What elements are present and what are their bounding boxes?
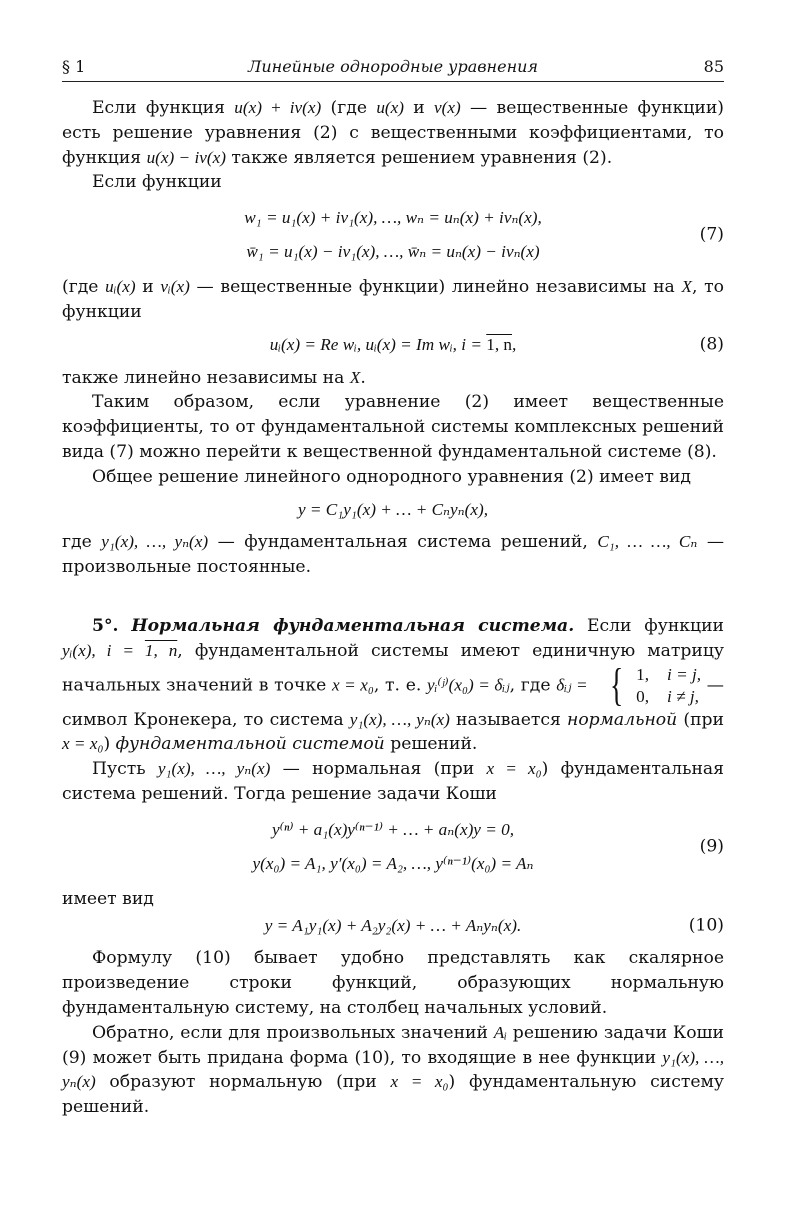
equation-9-line-2: y(x₀) = A₁, y′(x₀) = A₂, …, y⁽ⁿ⁻¹⁾(x₀) = Aₙ — [252, 853, 534, 873]
section-5-heading: Нормальная фундаментальная система. — [131, 615, 575, 636]
paragraph-converse: Обратно, если для произвольных значений Aᵢ решению задачи Коши (9) может быть придана форма (10), то входящие в нее функции y₁(x), …, yₙ(x) образуют нормальную (при x = x₀) фундаментальную систему решений. — [62, 1022, 724, 1118]
equation-9-line-1: y⁽ⁿ⁾ + a₁(x)y⁽ⁿ⁻¹⁾ + … + aₙ(x)y = 0, — [271, 819, 515, 839]
equation-8-body: uᵢ(x) = Re wᵢ, uᵢ(x) = Im wᵢ, i = — [269, 334, 487, 354]
paragraph-general-solution: Общее решение линейного однородного уравнения (2) имеет вид — [92, 466, 692, 487]
equation-7-line-1: w₁ = u₁(x) + iv₁(x), …, wₙ = uₙ(x) + ivₙ(x), — [244, 208, 542, 228]
paragraph-real-coefficients: Таким образом, если уравнение (2) имеет вещественные коэффициенты, то от фундаментальной системы комплексных решений вида (7) можно перейти к вещественной фундаментальной системе (8). — [62, 392, 724, 462]
paragraph-cauchy-problem: Пусть y₁(x), …, yₙ(x) — нормальная (при x = x₀) фундаментальная система решений. Тогда решение задачи Коши — [62, 759, 724, 804]
equation-10: y = A₁y₁(x) + A₂y₂(x) + … + Aₙyₙ(x). (10) — [62, 914, 724, 939]
equation-8-range: 1, n — [486, 334, 513, 354]
paragraph-conjugate-solution: Если функция u(x) + iv(x) (где u(x) и v(x) — вещественные функции) есть решение уравнения (2) с вещественными коэффициентами, то функция u(x) − iv(x) также является решением уравнения (2). — [62, 98, 724, 168]
section-5-number: 5°. — [92, 615, 119, 636]
equation-9-number: (9) — [699, 836, 724, 857]
paragraph-also-independent: также линейно независимы на X. — [62, 367, 366, 388]
equation-10-number: (10) — [688, 915, 724, 936]
equation-9 — [62, 813, 724, 881]
equation-general-solution: y = C₁y₁(x) + … + Cₙyₙ(x), — [297, 499, 488, 519]
page-body — [62, 96, 724, 1120]
running-title: Линейные однородные уравнения — [248, 57, 538, 76]
equation-7-line-2: w̄₁ = u₁(x) − iv₁(x), …, w̄ₙ = uₙ(x) − ivₙ(x) — [246, 242, 540, 262]
equation-7-number: (7) — [699, 224, 724, 245]
equation-8: uᵢ(x) = Re wᵢ, uᵢ(x) = Im wᵢ, i = 1, n, (8) — [62, 333, 724, 358]
paragraph-fundamental-system: где y₁(x), …, yₙ(x) — фундаментальная система решений, C₁, … …, Cₙ — произвольные постоянные. — [62, 532, 725, 578]
paragraph-scalar-product: Формулу (10) бывает удобно представлять как скалярное произведение строки функций, образующих нормальную фундаментальную систему, на столбец начальных условий. — [62, 948, 724, 1018]
running-header — [62, 56, 724, 82]
paragraph-linearly-independent: (где uᵢ(x) и vᵢ(x) — вещественные функции) линейно независимы на X, то функции — [62, 277, 724, 322]
section-5-normal-system: 5°. Нормальная фундаментальная система. Если функции yᵢ(x), i = 1, n, фундаментальной системы имеют единичную матрицу начальных значений в точке x = x₀, т. е. yᵢ⁽ʲ⁾(x₀) = δᵢⱼ, где δᵢⱼ = { 1, i = j, 0, i ≠ j, — символ Кронекера, то система y₁(x), …, yₙ(x) называется нормальной (при x = x₀) фундаментальной системой решений. — [62, 615, 725, 755]
equation-8-number: (8) — [699, 334, 724, 355]
paragraph-if-functions: Если функции — [92, 172, 222, 193]
section-number: § 1 — [62, 57, 86, 76]
paragraph-has-form: имеет вид — [62, 888, 154, 909]
equation-7 — [62, 201, 724, 269]
page — [62, 56, 724, 1120]
page-number: 85 — [703, 57, 724, 76]
kronecker-delta-cases: { 1, i = j, 0, i ≠ j, — [610, 658, 702, 710]
